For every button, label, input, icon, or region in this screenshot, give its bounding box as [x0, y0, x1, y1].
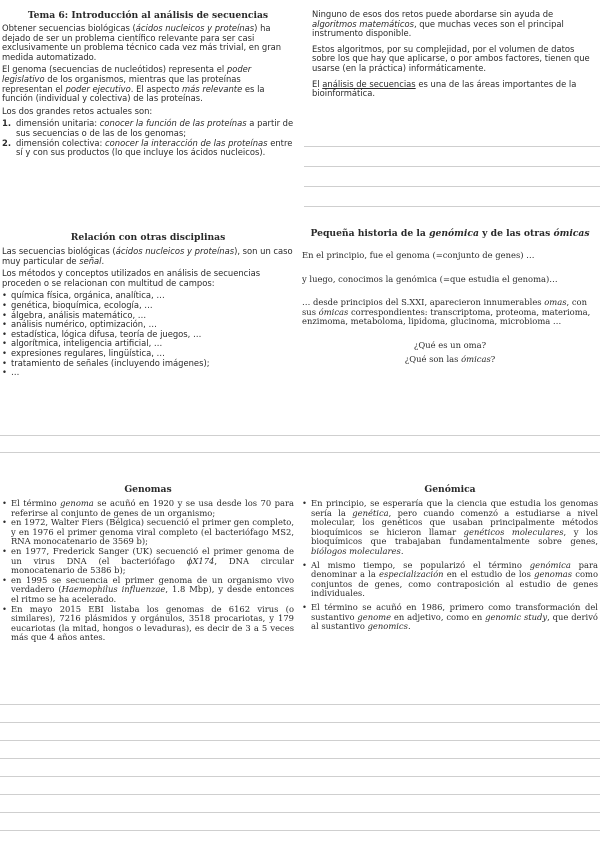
list-item: • tratamiento de señales (incluyendo imágenes);: [2, 359, 294, 369]
slide-2-paragraph-1: Ninguno de esos dos retos puede abordarse sin ayuda de algoritmos matemáticos, que muchas veces son el principal instrumento disponible.: [312, 10, 564, 39]
slide-2-paragraph-2: Estos algoritmos, por su complejidad, por el volumen de datos sobre los que hay que aplicarse, o por ambos factores, tienen que usarse (en la práctica) informáticamente.: [312, 43, 590, 73]
list-item: • análisis numérico, optimización, …: [2, 320, 294, 330]
slide-1-paragraph-2: El genoma (secuencias de nucleótidos) representa el poder legislativo de los organismos, mientras que las proteínas representan el poder ejecutivo. El aspecto más relevante es la función (individual y colectiva) de las proteínas.: [2, 64, 265, 104]
slide-1-numbered-list: [2, 119, 294, 157]
slide-4-question-2: ¿Qué son las ómicas?: [404, 353, 496, 364]
list-item: • genética, bioquímica, ecología, …: [2, 301, 294, 311]
slide-5-bullet-list: [2, 499, 294, 643]
ruled-line: [0, 776, 600, 777]
list-item: • Al mismo tiempo, se popularizó el término genómica para denominar a la especialización en el estudio de los genomas como conjuntos de genes, como contraposición al estudio de genes individuales.: [302, 561, 598, 599]
slide-4-paragraph-3: … desde principios del S.XXI, aparecieron innumerables omas, con sus ómicas correspondientes: transcriptoma, proteoma, materioma, enzimoma, metaboloma, lipidoma, glucinoma, microbioma …: [302, 297, 591, 327]
list-item: • álgebra, análisis matemático, …: [2, 311, 294, 321]
slide-4-paragraph-1: En el principio, fue el genoma (=conjunto de genes) …: [302, 250, 535, 260]
slide-4-question-1: ¿Qué es un oma?: [413, 339, 487, 350]
ruled-line: [0, 704, 600, 705]
slide-1-paragraph-3: Los dos grandes retos actuales son:: [2, 105, 153, 116]
list-item: 1. dimensión unitaria: conocer la función de las proteínas a partir de sus secuencias o de las de los genomas;: [2, 118, 294, 138]
slide-1-paragraph-1: Obtener secuencias biológicas (ácidos nucleicos y proteínas) ha dejado de ser un problema científico relevante para ser casi exclusivamente un problema técnico cada vez más trivial, en gran medida automatizado.: [2, 23, 282, 62]
ruled-line: [0, 758, 600, 759]
list-item: • En mayo 2015 EBI listaba los genomas de 6162 virus (o similares), 7216 plásmidos y orgánulos, 3518 procariotas, y 179 eucariotas (la mitad, hongos o levaduras), es decir de 3 a 5 veces más que 4 años antes.: [2, 605, 294, 643]
slide-6-title: Genómica: [424, 484, 476, 495]
ruled-line: [0, 435, 600, 436]
list-item: • El término se acuñó en 1986, primero como transformación del sustantivo genome en adjetivo, como en genomic study, que derivó al sustantivo genomics.: [302, 603, 598, 632]
slide-4-title: Pequeña historia de la genómica y de las otras ómicas: [310, 228, 590, 239]
list-item: • En principio, se esperaría que la ciencia que estudia los genomas sería la genética, pero cuando comenzó a estudiarse a nivel molecular, los genéticos que usaban principalmente métodos bioquímicos se hicieron llamar genéticos moleculares, y los bioquímicos que trabajaban fundamentalmente sobre genes, biólogos moleculares.: [302, 499, 598, 557]
list-item: • …: [2, 368, 294, 378]
ruled-line: [0, 452, 600, 453]
slide-3-paragraph-2: Los métodos y conceptos utilizados en análisis de secuencias proceden o se relacionan con multitud de campos:: [2, 268, 261, 288]
ruled-line: [304, 166, 600, 167]
ruled-line: [0, 830, 600, 831]
ruled-line: [0, 740, 600, 741]
list-item: • estadística, lógica difusa, teoría de juegos, …: [2, 330, 294, 340]
slide-2-paragraph-3: El análisis de secuencias es una de las áreas importantes de la bioinformática.: [312, 78, 577, 99]
ruled-line: [0, 794, 600, 795]
ruled-line: [0, 812, 600, 813]
list-item: • en 1995 se secuencia el primer genoma de un organismo vivo verdadero (Haemophilus influenzae, 1.8 Mbp), y desde entonces el ritmo se ha acelerado.: [2, 576, 294, 605]
list-item: • en 1972, Walter Fiers (Bélgica) secuenció el primer gen completo, y en 1976 el primer genoma viral completo (el bacteriófago MS2, RNA monocatenario de 3569 b);: [2, 518, 294, 547]
slide-3-bullet-list: [2, 291, 294, 377]
ruled-line: [304, 186, 600, 187]
slide-4: [302, 228, 598, 418]
list-item: • expresiones regulares, lingüística, …: [2, 349, 294, 359]
slide-3-title: Relación con otras disciplinas: [70, 232, 226, 243]
slide-5-title: Genomas: [124, 484, 172, 495]
ruled-line: [0, 722, 600, 723]
slide-6: [302, 484, 598, 684]
slide-5: [2, 484, 294, 696]
slide-1-title: Tema 6: Introducción al análisis de secuencias: [27, 10, 269, 21]
list-item: • química física, orgánica, analítica, …: [2, 291, 294, 301]
ruled-line: [304, 146, 600, 147]
ruled-line: [304, 206, 600, 207]
slide-4-paragraph-2: y luego, conocimos la genómica (=que estudia el genoma)…: [302, 273, 558, 284]
list-item: • El término genoma se acuñó en 1920 y se usa desde los 70 para referirse al conjunto de genes de un organismo;: [2, 499, 294, 518]
slide-1: [2, 10, 294, 210]
slide-3-paragraph-1: Las secuencias biológicas (ácidos nucleicos y proteínas), son un caso muy particular de señal.: [2, 246, 293, 266]
list-item: • en 1977, Frederick Sanger (UK) secuenció el primer genoma de un virus DNA (el bacteriófago ϕX174, DNA circular monocatenario de 5386 b);: [2, 547, 294, 576]
list-item: 2. dimensión colectiva: conocer la interacción de las proteínas entre sí y con sus productos (lo que incluye los ácidos nucleicos).: [2, 137, 293, 158]
list-item: • algorítmica, inteligencia artificial, …: [2, 339, 294, 349]
slide-3: [2, 232, 294, 432]
slide-6-bullet-list: [302, 499, 598, 632]
slide-2: [312, 10, 596, 130]
